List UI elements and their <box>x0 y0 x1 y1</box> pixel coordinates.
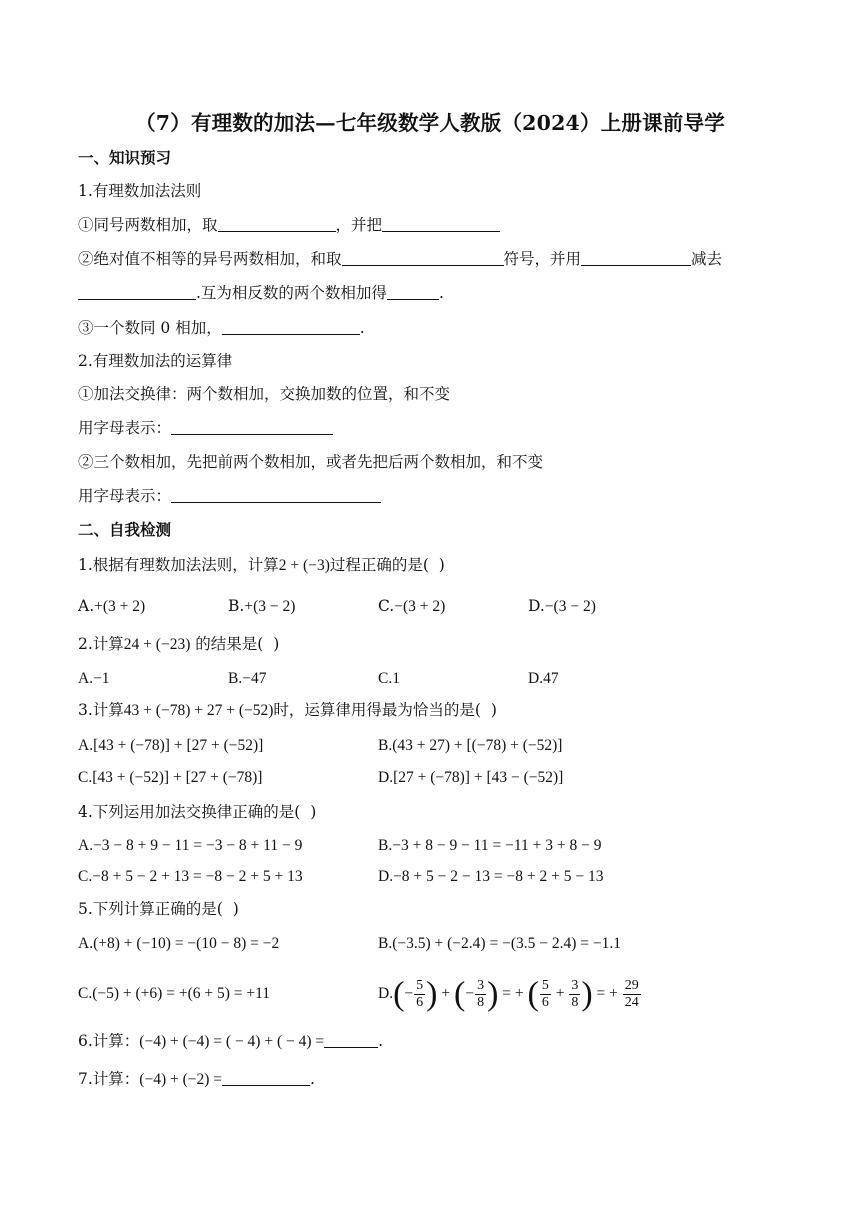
law-1-expr <box>78 418 333 438</box>
fraction-numerator: 3 <box>477 977 485 993</box>
q3-option-c[interactable]: C.[43 + (−52)] + [27 + (−78)] <box>78 769 263 786</box>
question-1 <box>78 555 445 576</box>
law-title: 2.有理数加法的运算律 <box>78 352 233 370</box>
q7-math: (−4) + (−2) = <box>139 1071 223 1088</box>
blank-field[interactable] <box>324 1031 378 1048</box>
q1-c-math: −(3 + 2) <box>394 598 446 615</box>
q1-option-b[interactable] <box>228 596 295 617</box>
q5-d-label: D. <box>378 985 394 1002</box>
q5-stem: 5.下列计算正确的是( <box>78 900 223 918</box>
fraction-numerator: 3 <box>571 977 579 993</box>
rule-1-text-b: ，并把 <box>335 216 383 234</box>
q2-stem-a: 2.计算 <box>78 635 124 653</box>
question-6 <box>78 1031 383 1052</box>
q3-option-a[interactable]: A.[43 + (−78)] + [27 + (−52)] <box>78 737 264 754</box>
blank-field[interactable] <box>222 1069 310 1086</box>
fraction-numerator: 5 <box>416 977 424 993</box>
q5-option-a[interactable]: A.(+8) + (−10) = −(10 − 8) = −2 <box>78 935 280 952</box>
q2-option-d[interactable]: D.47 <box>528 670 559 687</box>
q7-stem-a: 7.计算： <box>78 1070 140 1088</box>
q1-option-c[interactable] <box>378 596 445 617</box>
q5-stem-c: ) <box>232 900 239 918</box>
rule-2-text-e: . <box>438 284 444 302</box>
q1-d-label: D. <box>528 597 545 615</box>
q3-stem-a: 3.计算 <box>78 701 124 719</box>
q1-stem-b: 过程正确的是( <box>329 556 429 574</box>
rule-1 <box>78 215 500 235</box>
rule-2-text-b: 符号，并用 <box>503 250 582 268</box>
q6-stem-b: . <box>378 1032 384 1050</box>
q6-stem-a: 6.计算： <box>78 1032 140 1050</box>
blank-field[interactable] <box>222 318 360 335</box>
q1-d-math: −(3 − 2) <box>544 598 596 615</box>
question-5 <box>78 899 239 919</box>
q4-stem: 4.下列运用加法交换律正确的是( <box>78 803 301 821</box>
q1-b-label: B. <box>228 597 245 615</box>
fraction-denominator: 6 <box>416 994 424 1010</box>
rule-title: 1.有理数加法法则 <box>78 182 202 200</box>
blank-field[interactable] <box>78 283 196 300</box>
fraction-denominator: 24 <box>624 994 639 1010</box>
q4-option-d[interactable]: D.−8 + 5 − 2 − 13 = −8 + 2 + 5 − 13 <box>378 868 604 885</box>
rule-2-text-c: 减去 <box>691 250 723 268</box>
rule-3 <box>78 318 365 338</box>
q3-stem-b: 时，运算律用得最为恰当的是( <box>273 701 481 719</box>
question-4 <box>78 802 316 822</box>
q1-a-math: +(3 + 2) <box>94 598 146 615</box>
q4-option-a[interactable]: A.−3 − 8 + 9 − 11 = −3 − 8 + 11 − 9 <box>78 837 303 854</box>
blank-field[interactable] <box>218 215 336 232</box>
fraction-numerator: 5 <box>541 977 549 993</box>
law-2-expr-label: 用字母表示： <box>78 487 172 505</box>
section-heading-preview: 一、知识预习 <box>78 149 172 167</box>
q2-option-a[interactable]: A.−1 <box>78 670 110 687</box>
rule-2 <box>78 249 722 269</box>
q2-option-b[interactable]: B.−47 <box>228 670 267 687</box>
fraction <box>623 978 641 1011</box>
q3-math: 43 + (−78) + 27 + (−52) <box>123 702 274 719</box>
question-2 <box>78 634 279 655</box>
rule-2-text-d: .互为相反数的两个数相加得 <box>196 284 387 302</box>
q3-option-d[interactable]: D.[27 + (−78)] + [43 − (−52)] <box>378 769 564 786</box>
q4-option-c[interactable]: C.−8 + 5 − 2 + 13 = −8 − 2 + 5 + 13 <box>78 868 303 885</box>
blank-field[interactable] <box>581 249 691 266</box>
q5-option-b[interactable]: B.(−3.5) + (−2.4) = −(3.5 − 2.4) = −1.1 <box>378 935 621 952</box>
q5-option-d[interactable]: D.(− $\frac{5}{6}$ ) + (− $\frac{3}{8}$ ) = + ( $\frac{5}{6}$ + $\frac{3}{8}$ ) = + $\frac{29}{24}$ <box>378 975 639 1013</box>
blank-field[interactable] <box>171 486 381 503</box>
fraction <box>540 978 551 1011</box>
q6-math: (−4) + (−4) = ( − 4) + ( − 4) = <box>139 1033 325 1050</box>
blank-field[interactable] <box>382 215 500 232</box>
q3-option-b[interactable]: B.(43 + 27) + [(−78) + (−52)] <box>378 737 563 754</box>
question-7 <box>78 1069 315 1090</box>
q4-stem-c: ) <box>310 803 317 821</box>
q3-stem-c: ) <box>490 701 497 719</box>
rule-3-text-a: ③一个数同 0 相加， <box>78 319 222 337</box>
q2-math: 24 + (−23) <box>123 636 191 653</box>
page-title: （7）有理数的加法—七年级数学人教版（2024）上册课前导学 <box>135 111 725 135</box>
fraction-denominator: 6 <box>541 994 549 1010</box>
rule-2-cont <box>78 283 444 303</box>
fraction-denominator: 8 <box>477 994 485 1010</box>
q4-option-b[interactable]: B.−3 + 8 − 9 − 11 = −11 + 3 + 8 − 9 <box>378 837 602 854</box>
fraction <box>569 978 580 1011</box>
law-1: ①加法交换律：两个数相加，交换加数的位置，和不变 <box>78 385 451 403</box>
fraction <box>475 978 486 1011</box>
q1-option-a[interactable] <box>78 596 145 617</box>
q1-c-label: C. <box>378 597 395 615</box>
rule-2-text-a: ②绝对值不相等的异号两数相加，和取 <box>78 250 342 268</box>
q2-option-c[interactable]: C.1 <box>378 670 400 687</box>
q2-stem-c: ) <box>273 635 280 653</box>
fraction-numerator: 29 <box>624 977 639 993</box>
law-2-expr <box>78 486 381 506</box>
q1-b-math: +(3 − 2) <box>244 598 296 615</box>
blank-field[interactable] <box>387 283 439 300</box>
law-2: ②三个数相加，先把前两个数相加，或者先把后两个数相加，和不变 <box>78 453 544 471</box>
q1-math: 2 + (−3) <box>278 557 330 574</box>
fraction-denominator: 8 <box>571 994 579 1010</box>
blank-field[interactable] <box>342 249 504 266</box>
fraction <box>414 978 425 1011</box>
q1-stem-a: 1.根据有理数加法法则，计算 <box>78 556 279 574</box>
q1-stem-c: ) <box>438 556 445 574</box>
rule-3-text-b: . <box>359 319 365 337</box>
q1-a-label: A. <box>78 597 95 615</box>
q1-option-d[interactable] <box>528 596 596 617</box>
blank-field[interactable] <box>171 418 333 435</box>
section-heading-check: 二、自我检测 <box>78 521 172 539</box>
q5-option-c[interactable]: C.(−5) + (+6) = +(6 + 5) = +11 <box>78 985 271 1002</box>
q2-stem-b: 的结果是( <box>195 635 264 653</box>
question-3 <box>78 700 497 721</box>
rule-1-text-a: ①同号两数相加，取 <box>78 216 218 234</box>
law-1-expr-label: 用字母表示： <box>78 419 172 437</box>
q7-stem-b: . <box>310 1070 315 1088</box>
